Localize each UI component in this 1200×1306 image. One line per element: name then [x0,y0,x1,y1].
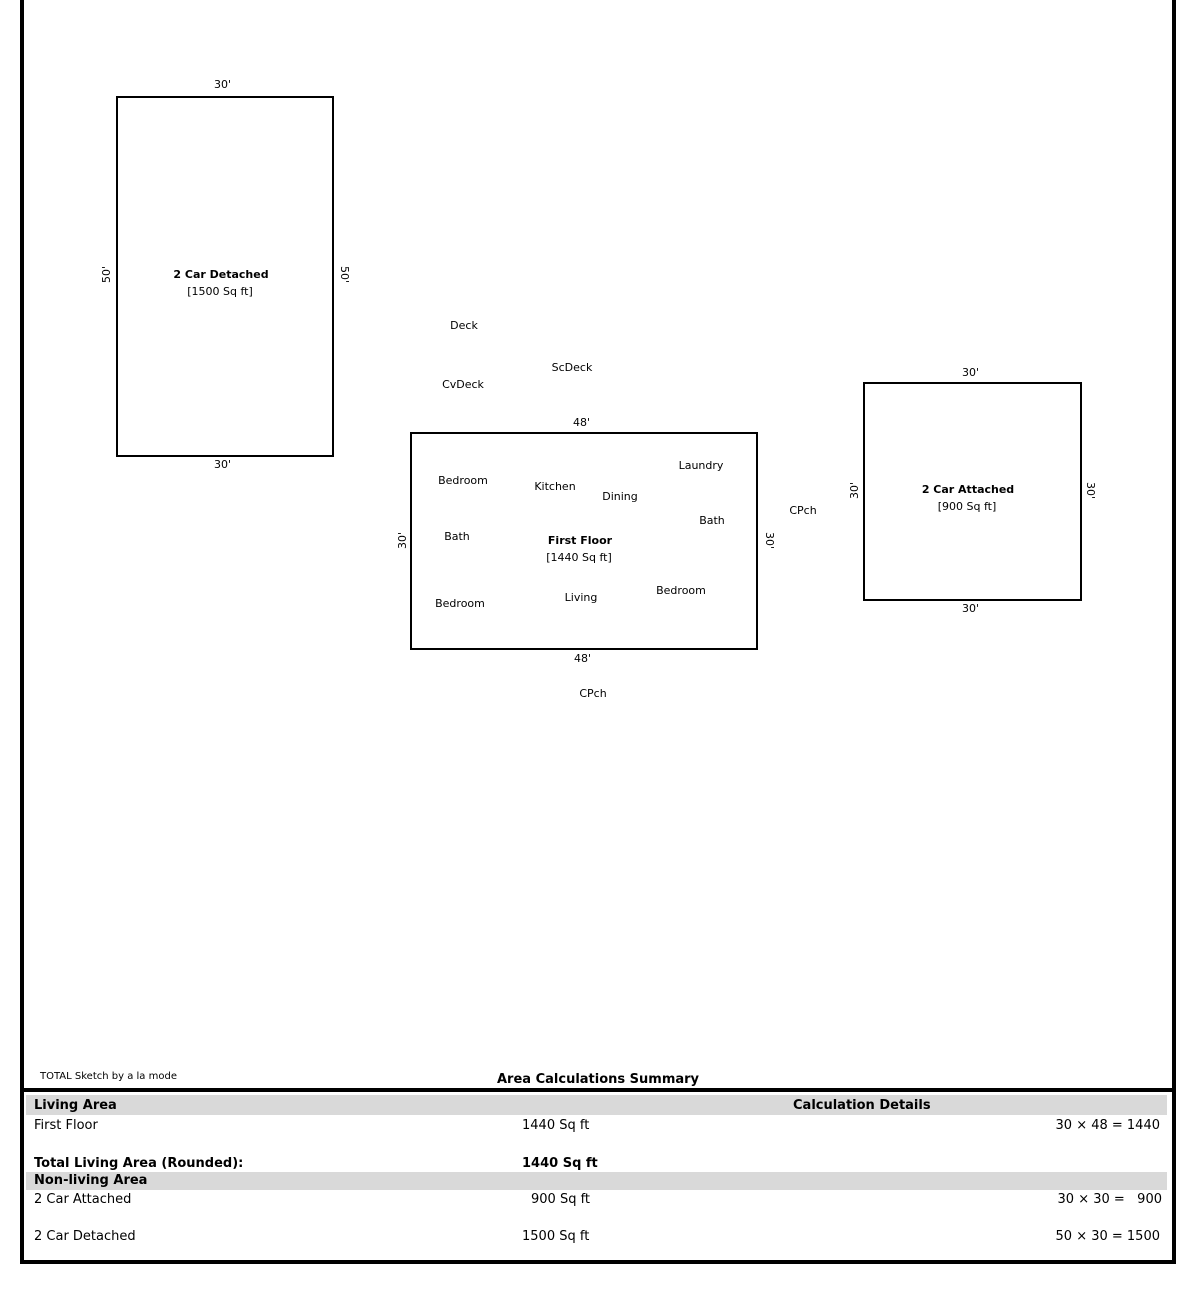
first-floor-row-calc: 30 × 48 = 1440 [1055,1118,1160,1133]
room-kitchen: Kitchen [534,480,576,493]
detached-area: [1500 Sq ft] [187,285,253,298]
first-floor-dim-bottom: 48' [574,652,592,665]
attached-dim-bottom: 30' [962,602,980,615]
detached-dim-right: 50' [338,265,352,284]
cpch-bottom-label: CPch [579,687,607,700]
first-floor-dim-top: 48' [573,416,591,429]
room-dining: Dining [602,490,638,503]
living-area-header: Living Area [34,1098,117,1113]
table-separator [24,1088,1172,1092]
room-laundry: Laundry [678,459,724,472]
room-bedroom-2: Bedroom [435,597,485,610]
room-bath-1: Bath [444,530,470,543]
room-bath-2: Bath [699,514,725,527]
first-floor-dim-right: 30' [763,531,777,550]
calculation-details-header: Calculation Details [793,1098,931,1113]
room-living: Living [564,591,598,604]
total-living-label: Total Living Area (Rounded): [34,1156,244,1171]
detached-dim-top: 30' [214,78,232,91]
detached-dim-left: 50' [100,265,114,284]
first-floor-row-area: 1440 Sq ft [522,1118,590,1133]
attached-area: [900 Sq ft] [937,500,997,513]
detached-dim-bottom: 30' [214,458,232,471]
attached-dim-right: 30' [1084,481,1098,500]
summary-title: Area Calculations Summary [497,1072,700,1087]
attached-row-area: 900 Sq ft [531,1192,591,1207]
first-floor-label: First Floor [547,534,613,547]
deck-label: Deck [450,319,478,332]
first-floor-row-name: First Floor [34,1118,98,1133]
cpch-right-label: CPch [789,504,817,517]
room-bedroom-3: Bedroom [656,584,706,597]
detached-row-name: 2 Car Detached [34,1229,136,1244]
first-floor-dim-left: 30' [396,531,410,550]
scdeck-label: ScDeck [551,361,593,374]
cvdeck-label: CvDeck [442,378,484,391]
nonliving-header-band [26,1172,1167,1190]
total-living-value: 1440 Sq ft [522,1156,598,1171]
first-floor-area: [1440 Sq ft] [546,551,612,564]
living-header-band [26,1095,1167,1115]
attached-row-calc: 30 × 30 = 900 [1057,1192,1162,1207]
attached-label: 2 Car Attached [921,483,1015,496]
detached-row-calc: 50 × 30 = 1500 [1055,1229,1160,1244]
room-bedroom-1: Bedroom [438,474,488,487]
attached-dim-left: 30' [848,481,862,500]
detached-label: 2 Car Detached [173,268,269,281]
sketch-credit: TOTAL Sketch by a la mode [40,1071,177,1082]
detached-row-area: 1500 Sq ft [522,1229,590,1244]
nonliving-area-header: Non-living Area [34,1173,148,1188]
attached-dim-top: 30' [962,366,980,379]
attached-row-name: 2 Car Attached [34,1192,132,1207]
